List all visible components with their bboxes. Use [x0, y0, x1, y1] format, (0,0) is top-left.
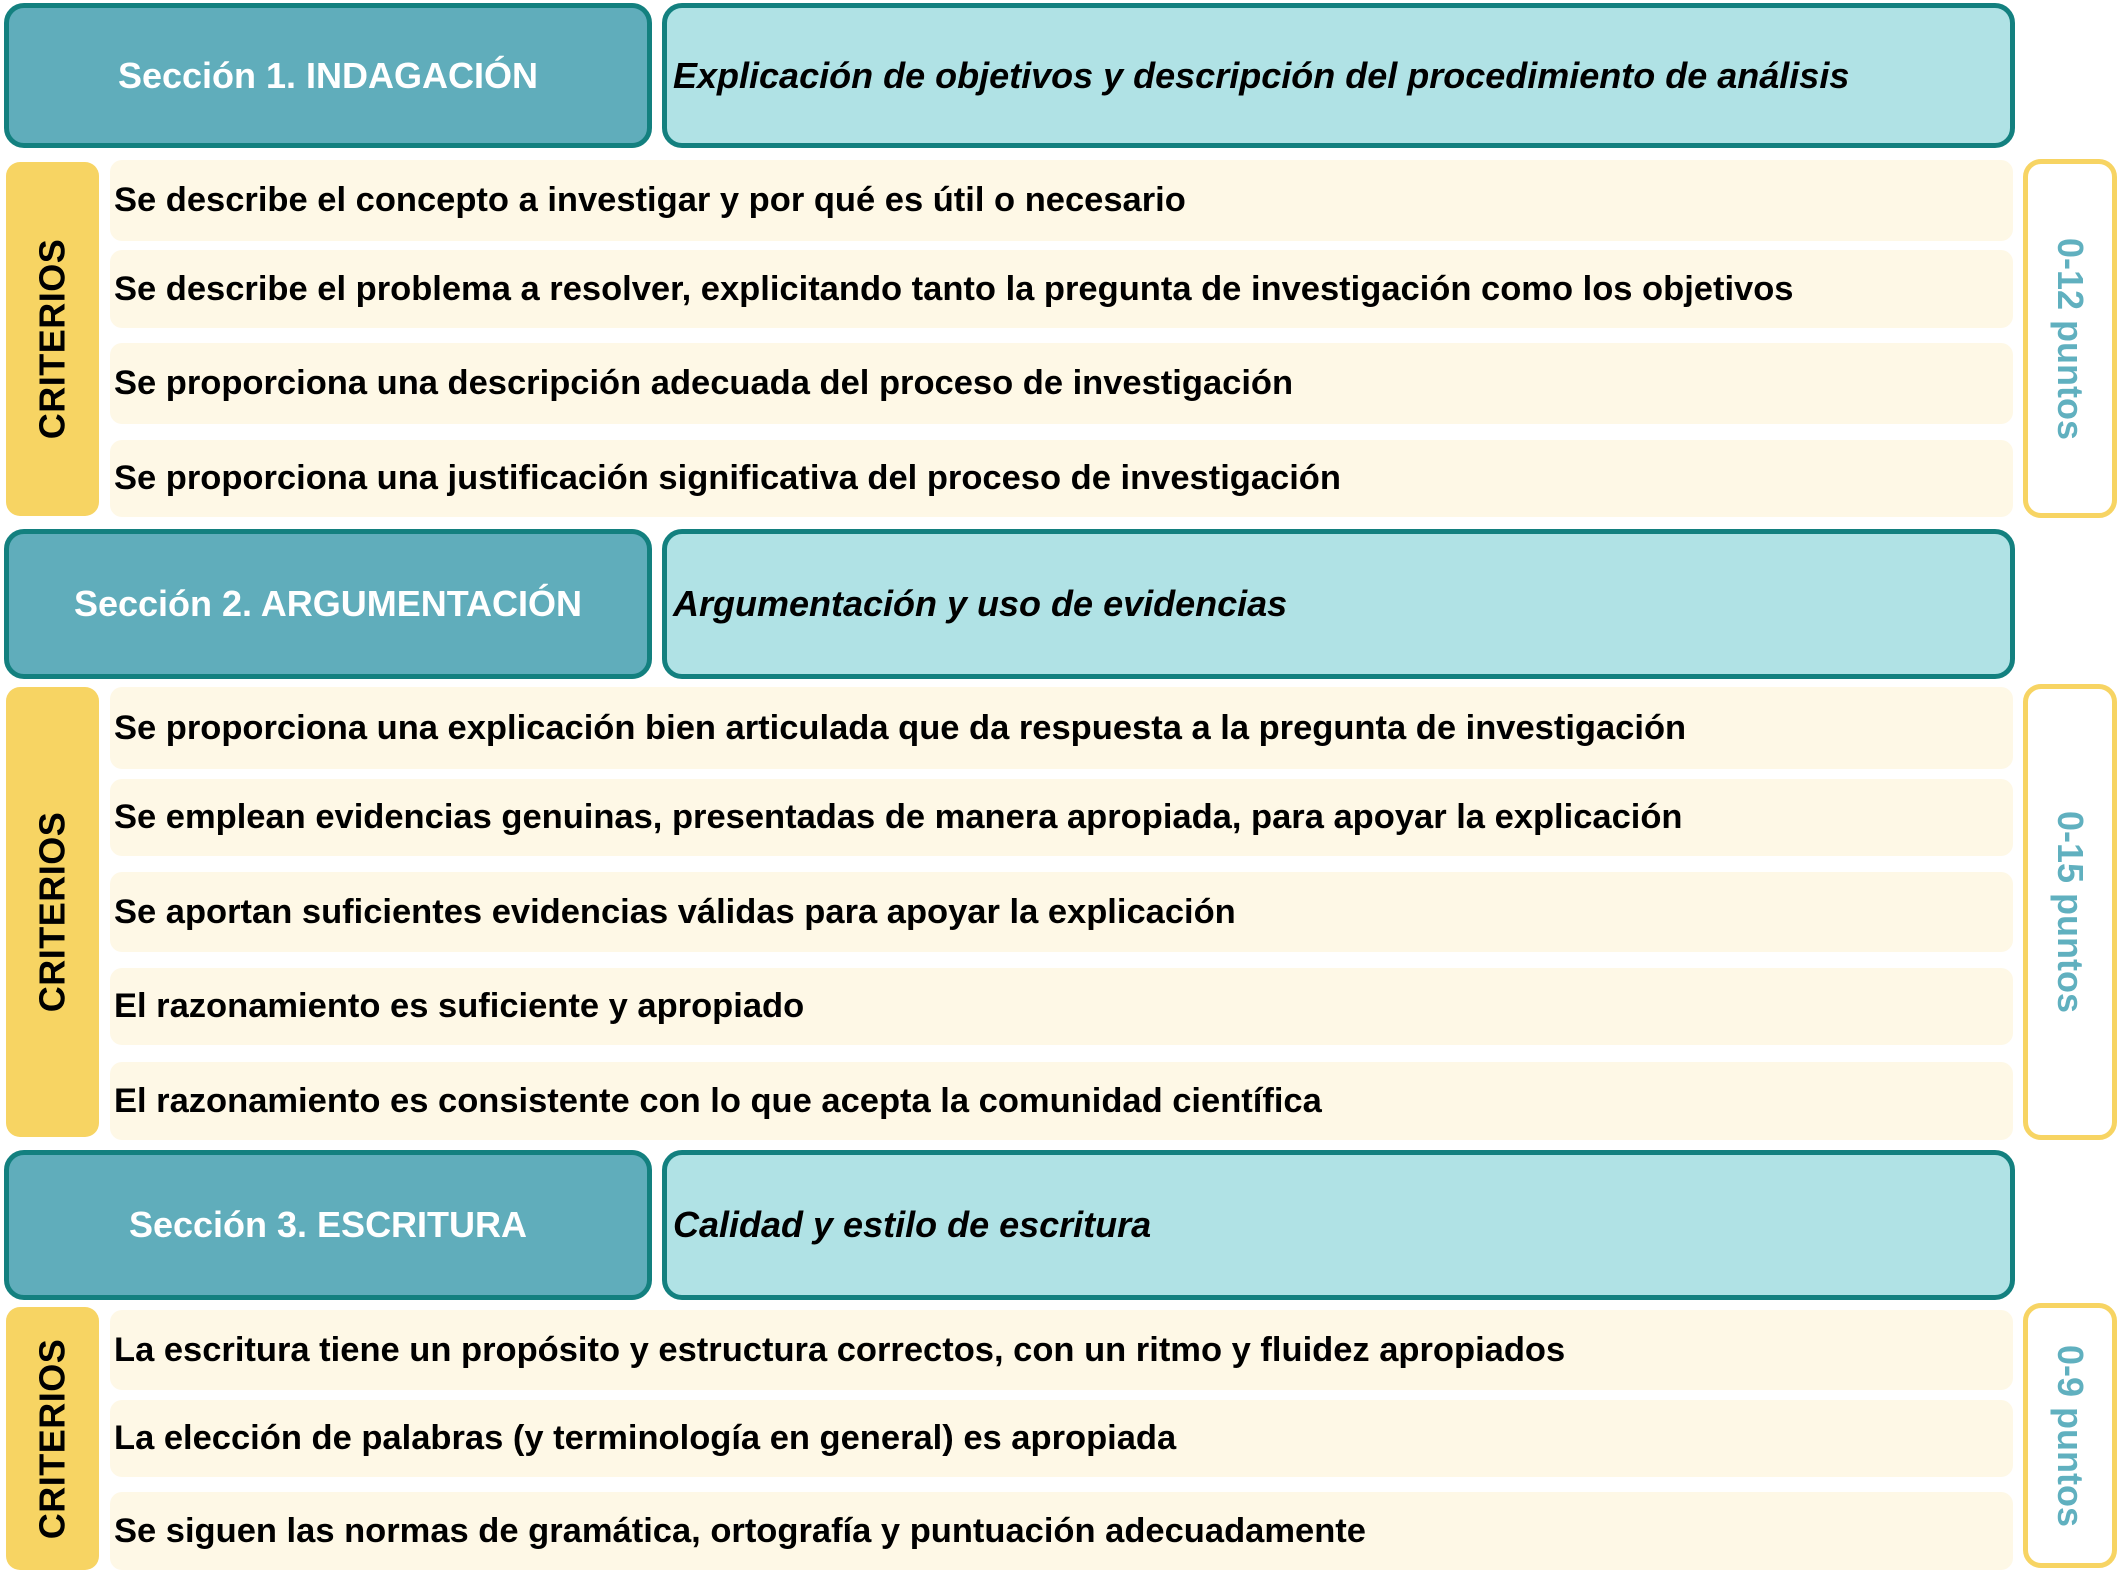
criteria-text: Se aportan suficientes evidencias válidas para apoyar la explicación [114, 892, 1236, 931]
criteria-row [110, 1062, 2013, 1140]
criteria-text: Se emplean evidencias genuinas, presentadas de manera apropiada, para apoyar la explicación [114, 798, 1683, 836]
points-text: 0-15 puntos [2050, 810, 2091, 1014]
criteria-label-text: CRITERIOS [31, 238, 73, 440]
section-2-title-text: Sección 2. ARGUMENTACIÓN [73, 583, 583, 624]
criteria-row [110, 779, 2013, 856]
criteria-row [110, 687, 2013, 769]
criteria-row [110, 1400, 2013, 1477]
criteria-row [110, 440, 2013, 517]
section-3-criteria-label [6, 1307, 99, 1570]
section-1-criteria-label [6, 162, 99, 516]
criteria-row [110, 343, 2013, 424]
section-1-title-text: Sección 1. INDAGACIÓN [117, 54, 539, 96]
section-1-points-badge [2023, 159, 2117, 518]
section-1-title [4, 3, 652, 148]
points-text: 0-9 puntos [2050, 1344, 2092, 1527]
section-1-description [662, 3, 2015, 148]
criteria-text: El razonamiento es consistente con lo que acepta la comunidad científica [114, 1081, 1322, 1120]
criteria-text: Se describe el problema a resolver, explicitando tanto la pregunta de investigación como los objetivos [114, 269, 1794, 308]
criteria-row [110, 872, 2013, 952]
criteria-text: Se proporciona una descripción adecuada del proceso de investigación [114, 364, 1294, 402]
criteria-text: El razonamiento es suficiente y apropiado [114, 987, 805, 1025]
criteria-text: La elección de palabras (y terminología en general) es apropiada [114, 1419, 1177, 1457]
section-2-description-text: Argumentación y uso de evidencias [673, 583, 1288, 624]
criteria-label-text: CRITERIOS [31, 811, 73, 1013]
criteria-row [110, 1492, 2013, 1570]
points-text: 0-12 puntos [2050, 237, 2091, 440]
section-2-title [4, 529, 652, 679]
criteria-text: Se proporciona una explicación bien articulada que da respuesta a la pregunta de investigación [114, 708, 1687, 747]
section-2-points-badge [2023, 684, 2117, 1140]
criteria-row [110, 250, 2013, 328]
section-3-points-badge [2023, 1303, 2117, 1568]
criteria-text: Se describe el concepto a investigar y por qué es útil o necesario [114, 181, 1186, 219]
criteria-text: Se proporciona una justificación significativa del proceso de investigación [114, 459, 1341, 497]
section-3-description [662, 1150, 2015, 1300]
criteria-text: La escritura tiene un propósito y estructura correctos, con un ritmo y fluidez apropiados [114, 1330, 1566, 1369]
section-3-title-text: Sección 3. ESCRITURA [128, 1204, 528, 1245]
criteria-row [110, 160, 2013, 241]
section-3-title [4, 1150, 652, 1300]
criteria-text: Se siguen las normas de gramática, ortografía y puntuación adecuadamente [114, 1511, 1366, 1550]
section-2-criteria-label [6, 687, 99, 1137]
section-3-description-text: Calidad y estilo de escritura [673, 1204, 1152, 1245]
criteria-label-text: CRITERIOS [31, 1338, 73, 1539]
section-1-description-text: Explicación de objetivos y descripción del procedimiento de análisis [673, 54, 1850, 96]
criteria-row [110, 1310, 2013, 1390]
section-2-description [662, 529, 2015, 679]
criteria-row [110, 968, 2013, 1045]
